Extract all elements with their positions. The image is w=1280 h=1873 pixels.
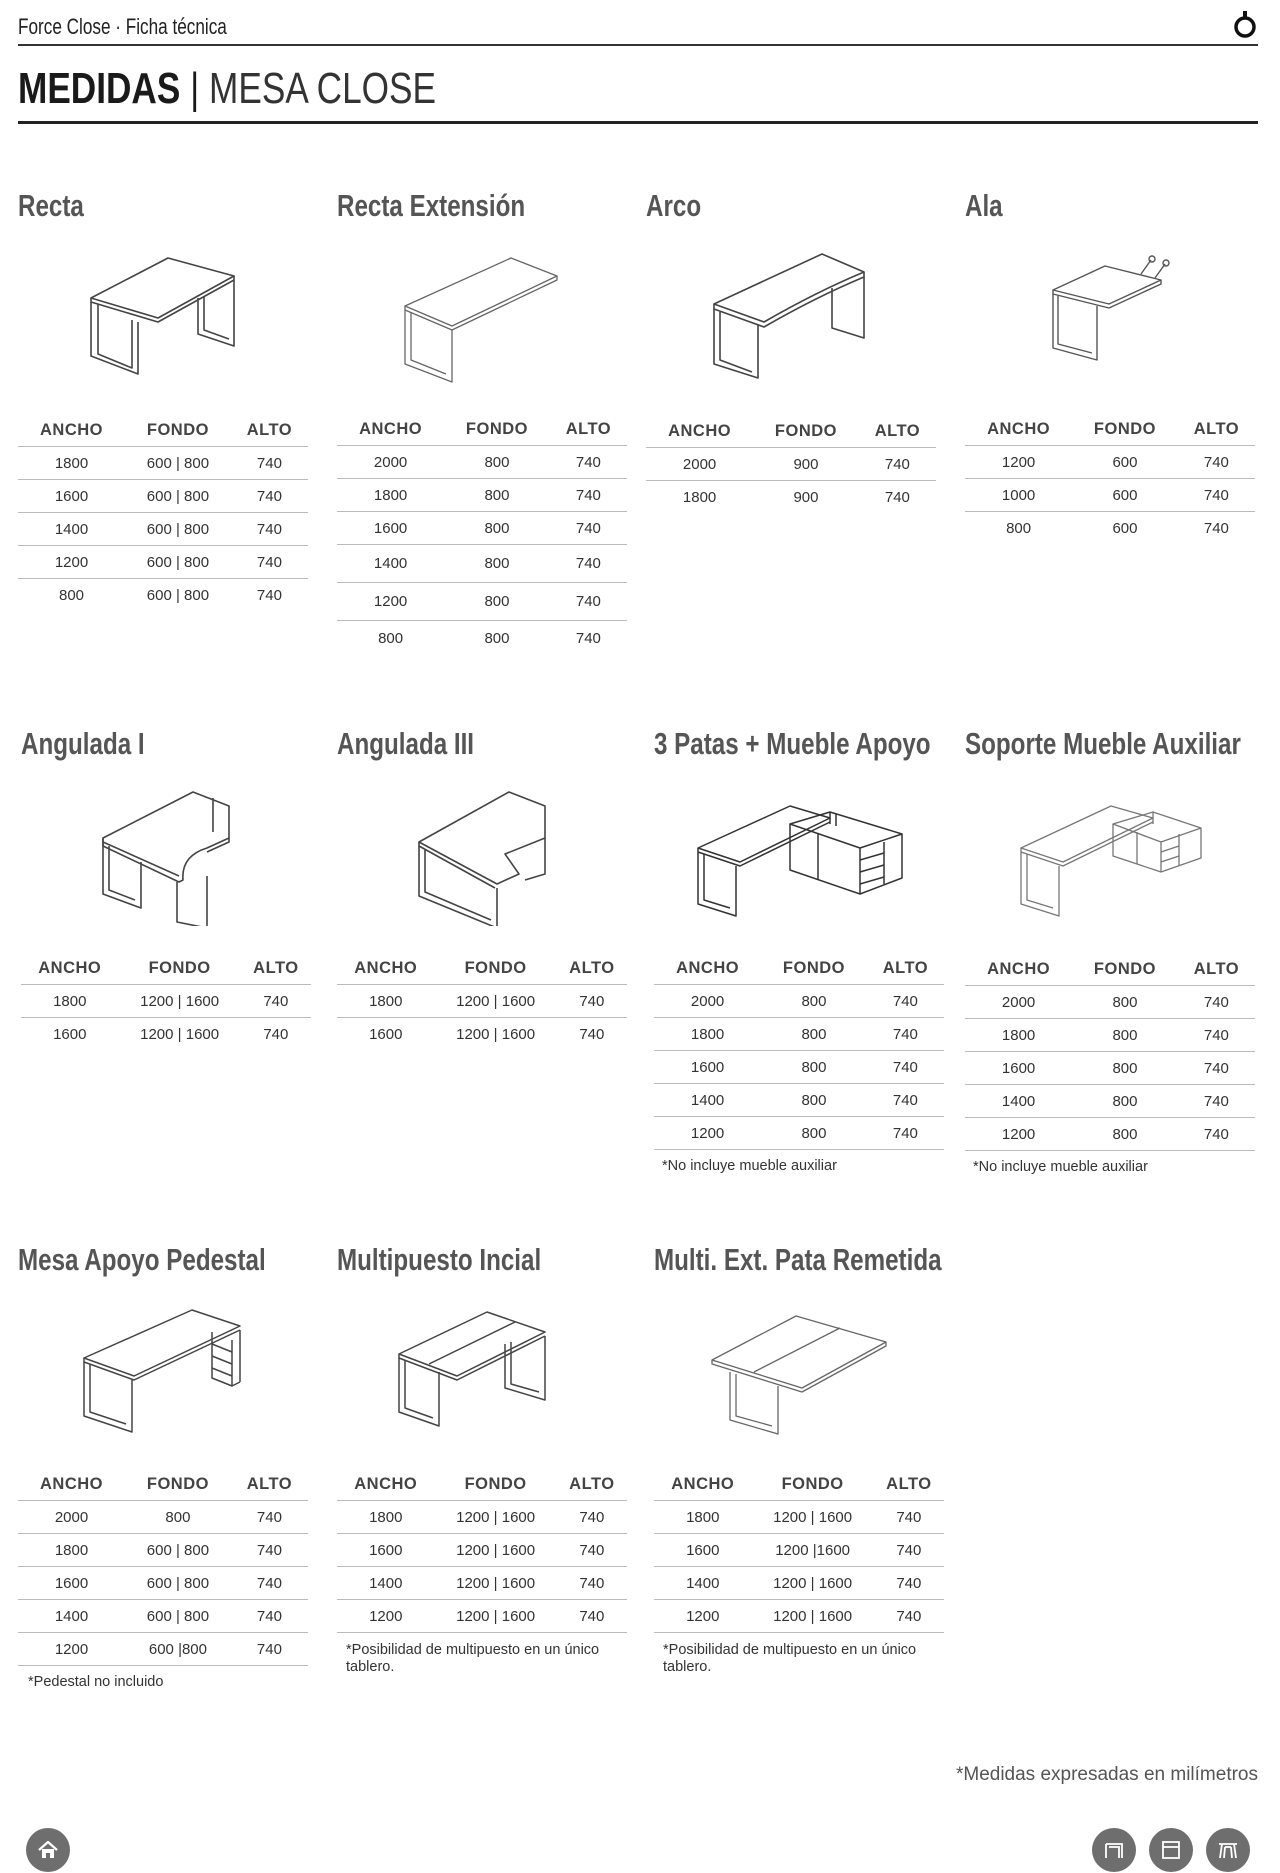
table-cell: 1200: [965, 446, 1072, 479]
dimensions-table: [18, 1467, 308, 1666]
product-title: Ala: [965, 188, 1003, 223]
table-cell: 740: [263, 1025, 289, 1043]
table-cell: 740: [867, 1084, 944, 1117]
table-cell: 740: [241, 985, 311, 1018]
table-cell: 740: [231, 546, 308, 579]
table-cell: 740: [874, 1600, 944, 1633]
top-bar: [18, 8, 1258, 46]
table-row: [337, 985, 627, 1018]
column-header: ANCHO: [337, 1467, 435, 1501]
table-row: [21, 1018, 311, 1051]
table-cell: 740: [874, 1534, 944, 1567]
column-header: ANCHO: [965, 952, 1072, 986]
table-cell: 600 | 800: [125, 1600, 231, 1633]
table-cell: 2000: [654, 985, 761, 1018]
table-row: [18, 447, 308, 480]
table-cell: 740: [256, 586, 282, 604]
table-row: [18, 1600, 308, 1633]
product-title: Angulada III: [337, 726, 475, 761]
table-cell: 1200 | 1600: [435, 1567, 557, 1600]
column-header: FONDO: [435, 1467, 557, 1501]
column-header: ANCHO: [654, 1467, 752, 1501]
col-fondo: FONDO: [125, 413, 231, 447]
table-cell: 800: [761, 1084, 867, 1117]
table-cell: 740: [557, 1534, 627, 1567]
cabinet-icon: [1160, 1839, 1182, 1861]
table-cell: 1200: [18, 546, 125, 579]
table-cell: 1600: [654, 1534, 752, 1567]
desk-recta-extension-drawing: [337, 238, 627, 388]
table-row: [337, 621, 627, 657]
table-row: [337, 1018, 627, 1051]
header-row: [18, 413, 308, 447]
product-title: Recta: [18, 188, 84, 223]
table-cell: 740: [231, 513, 308, 546]
table-cell: 740: [859, 448, 936, 481]
table-cell: 740: [231, 1567, 308, 1600]
table-cell: 740: [231, 447, 308, 480]
table-row: [18, 1567, 308, 1600]
table-cell: 1800: [965, 1019, 1072, 1052]
table-cell: 600: [1112, 519, 1138, 537]
table-row: [965, 1052, 1255, 1085]
header-row: [337, 1467, 627, 1501]
table-cell: 740: [1178, 1118, 1255, 1151]
table-cell: 740: [867, 1051, 944, 1084]
table-cell: 1600: [654, 1051, 761, 1084]
table-cell: 600 | 800: [125, 546, 231, 579]
table-row: [646, 481, 936, 514]
product-note: *No incluye mueble auxiliar: [662, 1158, 837, 1174]
table-cell: 2000: [18, 1501, 125, 1534]
table-cell: 800: [761, 985, 867, 1018]
table-row: [337, 1600, 627, 1633]
product-title: Arco: [646, 188, 702, 223]
table-cell: 800: [444, 446, 550, 479]
table-cell: 1200: [18, 1633, 125, 1666]
table-cell: 800: [1072, 986, 1178, 1019]
table-cell: 800: [444, 512, 550, 545]
table-cell: 1200: [654, 1600, 752, 1633]
table-cell: 800: [444, 583, 550, 621]
header-row: [654, 1467, 944, 1501]
table-cell: 600 |800: [125, 1633, 231, 1666]
table-cell: 1600: [337, 1534, 435, 1567]
table-row: [965, 1019, 1255, 1052]
home-icon: [37, 1839, 59, 1861]
table-cell: 1800: [18, 447, 125, 480]
product-note: *Posibilidad de multipuesto en un único tablero.: [346, 1642, 600, 1675]
desk-angulada-i-drawing: [21, 776, 311, 926]
table-cell: 800: [1072, 1019, 1178, 1052]
table-cell: 740: [557, 1600, 627, 1633]
table-row: [337, 545, 627, 583]
heading-separator: |: [190, 64, 200, 113]
home-button[interactable]: [26, 1828, 70, 1872]
table-cell: 1800: [654, 1018, 761, 1051]
table-cell: 1200 | 1600: [752, 1567, 874, 1600]
header-row: [965, 952, 1255, 986]
table-cell: 740: [867, 1018, 944, 1051]
table-cell: 800: [761, 1018, 867, 1051]
table-cell: 1400: [18, 513, 125, 546]
column-header: FONDO: [753, 414, 859, 448]
column-header: ALTO: [867, 951, 944, 985]
table-cell: 1600: [337, 512, 444, 545]
dimensions-table: [654, 951, 944, 1150]
desk-arco-drawing: [646, 238, 936, 388]
table-cell: 800: [1006, 519, 1032, 537]
table-cell: 740: [231, 480, 308, 513]
table-cell: 800: [761, 1051, 867, 1084]
table-row: [654, 1534, 944, 1567]
column-header: ANCHO: [646, 414, 753, 448]
table-cell: 740: [1178, 1085, 1255, 1118]
table-cell: 800: [378, 630, 404, 648]
product-title: Mesa Apoyo Pedestal: [18, 1242, 266, 1277]
dimensions-table: [965, 412, 1255, 545]
table-row: [654, 1567, 944, 1600]
table-cell: 800: [1072, 1085, 1178, 1118]
column-header: ANCHO: [18, 1467, 125, 1501]
dimensions-table: [337, 412, 627, 657]
table-cell: 1600: [965, 1052, 1072, 1085]
document-title: Force Close · Ficha técnica: [18, 14, 227, 39]
table-cell: 1800: [18, 1534, 125, 1567]
table-row: [18, 1534, 308, 1567]
table-cell: 740: [550, 583, 627, 621]
table-row: [18, 513, 308, 546]
table-cell: 600 | 800: [125, 480, 231, 513]
table-row: [337, 1567, 627, 1600]
table-cell: 740: [1178, 1019, 1255, 1052]
table-cell: 740: [867, 1117, 944, 1150]
table-row: [654, 1084, 944, 1117]
dimensions-table: [337, 951, 627, 1051]
column-header: ALTO: [557, 1467, 627, 1501]
product-note: *Posibilidad de multipuesto en un único tablero.: [663, 1642, 917, 1675]
table-row: [654, 985, 944, 1018]
table-row: [654, 1018, 944, 1051]
column-header: FONDO: [435, 951, 557, 985]
dimensions-table: [965, 952, 1255, 1151]
table-row: [337, 512, 627, 545]
table-cell: 740: [874, 1501, 944, 1534]
table-cell: 740: [874, 1567, 944, 1600]
column-header: ANCHO: [21, 951, 119, 985]
table-row: [18, 546, 308, 579]
table-row: [654, 1051, 944, 1084]
table-cell: 600: [1072, 479, 1178, 512]
dimensions-table: [18, 413, 308, 612]
table-cell: 740: [550, 512, 627, 545]
table-cell: 740: [231, 1633, 308, 1666]
table-cell: 740: [231, 1600, 308, 1633]
table-row: [337, 479, 627, 512]
table-cell: 1200: [337, 583, 444, 621]
table-cell: 1600: [369, 1025, 403, 1043]
table-cell: 740: [867, 985, 944, 1018]
dimensions-table: [646, 414, 936, 514]
table-cell: 740: [575, 630, 601, 648]
product-title: Soporte Mueble Auxiliar: [965, 726, 1241, 761]
product-note: *No incluye mueble auxiliar: [973, 1159, 1148, 1175]
table-cell: 1200 | 1600: [435, 1600, 557, 1633]
table-cell: 1200 | 1600: [435, 985, 557, 1018]
desk-icon: [1103, 1839, 1125, 1861]
table-frame-nav-button[interactable]: [1206, 1828, 1250, 1872]
table-cell: 800: [1072, 1118, 1178, 1151]
table-row: [337, 583, 627, 621]
desk-multi-ext-drawing: [654, 1292, 944, 1442]
column-header: ALTO: [231, 1467, 308, 1501]
table-cell: 740: [557, 1567, 627, 1600]
table-cell: 740: [1178, 446, 1255, 479]
column-header: ALTO: [241, 951, 311, 985]
table-cell: 800: [444, 545, 550, 583]
header-row: [654, 951, 944, 985]
table-cell: 1200 | 1600: [752, 1600, 874, 1633]
product-title: 3 Patas + Mueble Apoyo: [654, 726, 931, 761]
table-cell: 1200 | 1600: [456, 1025, 536, 1043]
table-cell: 1600: [53, 1025, 87, 1043]
table-cell: 600 | 800: [125, 447, 231, 480]
table-cell: 1200 | 1600: [752, 1501, 874, 1534]
heading-bold: MEDIDAS: [18, 64, 181, 113]
table-cell: 800: [484, 630, 510, 648]
column-header: ANCHO: [337, 412, 444, 446]
product-title: Recta Extensión: [337, 188, 526, 223]
table-cell: 1200: [654, 1117, 761, 1150]
table-row: [337, 446, 627, 479]
table-cell: 740: [579, 1025, 605, 1043]
table-row: [337, 1501, 627, 1534]
column-header: ALTO: [557, 951, 627, 985]
table-cell: 900: [793, 488, 819, 506]
table-cell: 740: [550, 446, 627, 479]
product-title: Multipuesto Incial: [337, 1242, 542, 1277]
table-row: [965, 446, 1255, 479]
table-cell: 1200 | 1600: [140, 1025, 220, 1043]
table-row: [965, 986, 1255, 1019]
column-header: ANCHO: [337, 951, 435, 985]
column-header: FONDO: [125, 1467, 231, 1501]
table-row: [18, 1501, 308, 1534]
col-alto: ALTO: [231, 413, 308, 447]
product-note: *Pedestal no incluido: [28, 1674, 164, 1690]
table-frame-icon: [1217, 1839, 1239, 1861]
dimensions-table: [337, 1467, 627, 1633]
table-cell: 1400: [965, 1085, 1072, 1118]
column-header: ANCHO: [965, 412, 1072, 446]
desk-angulada-iii-drawing: [337, 776, 627, 926]
col-ancho: ANCHO: [18, 413, 125, 447]
table-cell: 1800: [654, 1501, 752, 1534]
table-cell: 740: [1178, 479, 1255, 512]
table-cell: 800: [59, 586, 85, 604]
table-cell: 1200 | 1600: [435, 1534, 557, 1567]
table-cell: 800: [444, 479, 550, 512]
desk-3-patas-drawing: [654, 776, 944, 926]
table-cell: 740: [550, 545, 627, 583]
table-cell: 1800: [337, 985, 435, 1018]
table-row: [21, 985, 311, 1018]
desk-mesa-apoyo-pedestal-drawing: [18, 1292, 308, 1442]
column-header: ANCHO: [654, 951, 761, 985]
column-header: FONDO: [752, 1467, 874, 1501]
brand-logo-icon: [1232, 10, 1258, 40]
column-header: ALTO: [550, 412, 627, 446]
heading-light: MESA CLOSE: [209, 64, 436, 113]
table-cell: 2000: [965, 986, 1072, 1019]
header-row: [18, 1467, 308, 1501]
table-cell: 740: [557, 1501, 627, 1534]
table-cell: 1800: [337, 1501, 435, 1534]
table-row: [965, 1118, 1255, 1151]
header-row: [337, 951, 627, 985]
table-cell: 1200 | 1600: [435, 1501, 557, 1534]
desk-soporte-mueble-drawing: [965, 776, 1255, 926]
table-cell: 740: [884, 488, 910, 506]
table-row: [654, 1501, 944, 1534]
table-cell: 1400: [654, 1567, 752, 1600]
table-row: [337, 1534, 627, 1567]
table-cell: 600 | 800: [125, 1567, 231, 1600]
table-cell: 1000: [965, 479, 1072, 512]
table-cell: 1200: [965, 1118, 1072, 1151]
column-header: FONDO: [1072, 412, 1178, 446]
table-row: [965, 512, 1255, 545]
table-cell: 1800: [337, 479, 444, 512]
table-row: [18, 579, 308, 612]
table-cell: 1600: [18, 480, 125, 513]
table-cell: 740: [231, 1534, 308, 1567]
table-cell: 2000: [337, 446, 444, 479]
table-row: [654, 1600, 944, 1633]
column-header: FONDO: [444, 412, 550, 446]
table-cell: 600 | 800: [125, 1534, 231, 1567]
units-footnote: *Medidas expresadas en milímetros: [955, 1764, 1258, 1785]
table-cell: 1600: [18, 1567, 125, 1600]
header-row: [21, 951, 311, 985]
table-cell: 900: [753, 448, 859, 481]
table-row: [654, 1117, 944, 1150]
desk-ala-drawing: [965, 238, 1255, 388]
table-cell: 600 | 800: [125, 513, 231, 546]
table-cell: 1800: [21, 985, 119, 1018]
table-cell: 740: [1178, 1052, 1255, 1085]
dimensions-table: [21, 951, 311, 1051]
table-cell: 740: [550, 479, 627, 512]
table-cell: 1200: [337, 1600, 435, 1633]
table-cell: 740: [1178, 986, 1255, 1019]
table-cell: 1400: [337, 1567, 435, 1600]
table-cell: 1200 | 1600: [119, 985, 241, 1018]
column-header: FONDO: [119, 951, 241, 985]
table-cell: 600: [1072, 446, 1178, 479]
cabinet-nav-button[interactable]: [1149, 1828, 1193, 1872]
table-cell: 1400: [337, 545, 444, 583]
column-header: ALTO: [1178, 952, 1255, 986]
table-cell: 2000: [646, 448, 753, 481]
product-title: Multi. Ext. Pata Remetida: [654, 1242, 942, 1277]
column-header: ALTO: [859, 414, 936, 448]
header-row: [646, 414, 936, 448]
product-title: Angulada I: [21, 726, 145, 761]
column-header: ALTO: [1178, 412, 1255, 446]
table-cell: 800: [125, 1501, 231, 1534]
column-header: FONDO: [761, 951, 867, 985]
table-cell: 800: [1072, 1052, 1178, 1085]
table-cell: 1400: [654, 1084, 761, 1117]
table-cell: 740: [1203, 519, 1229, 537]
header-row: [965, 412, 1255, 446]
table-cell: 740: [231, 1501, 308, 1534]
table-row: [646, 448, 936, 481]
table-cell: 1800: [682, 488, 717, 506]
table-cell: 1200 |1600: [752, 1534, 874, 1567]
table-cell: 800: [761, 1117, 867, 1150]
header-row: [337, 412, 627, 446]
table-row: [965, 479, 1255, 512]
table-cell: 740: [557, 985, 627, 1018]
page-heading: [18, 56, 1258, 124]
table-row: [18, 480, 308, 513]
table-row: [18, 1633, 308, 1666]
desk-recta-drawing: [18, 238, 308, 388]
column-header: ALTO: [874, 1467, 944, 1501]
table-row: [965, 1085, 1255, 1118]
desk-multipuesto-drawing: [337, 1292, 627, 1442]
desk-nav-button[interactable]: [1092, 1828, 1136, 1872]
table-cell: 1400: [18, 1600, 125, 1633]
table-cell: 600 | 800: [146, 586, 210, 604]
dimensions-table: [654, 1467, 944, 1633]
column-header: FONDO: [1072, 952, 1178, 986]
